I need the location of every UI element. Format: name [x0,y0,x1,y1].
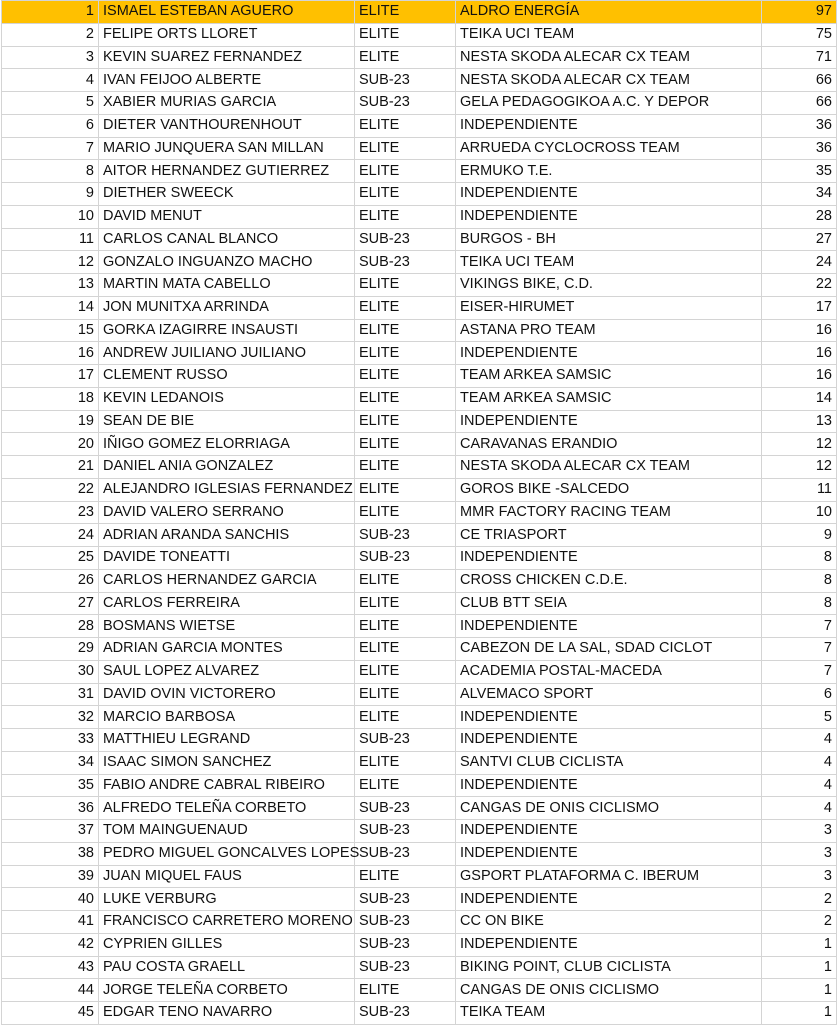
points-cell[interactable]: 13 [762,410,837,433]
table-row [2,296,837,319]
points-cell[interactable]: 8 [762,569,837,592]
points-cell[interactable]: 16 [762,319,837,342]
team-cell[interactable]: INDEPENDIENTE [456,114,762,137]
points-cell[interactable]: 5 [762,706,837,729]
rider-name-cell[interactable]: MARCIO BARBOSA [99,706,355,729]
position-cell[interactable]: 36 [2,797,99,820]
team-cell[interactable]: CANGAS DE ONIS CICLISMO [456,797,762,820]
team-cell[interactable]: INDEPENDIENTE [456,183,762,206]
points-cell[interactable]: 1 [762,956,837,979]
points-cell[interactable]: 11 [762,478,837,501]
team-cell[interactable]: CABEZON DE LA SAL, SDAD CICLOT [456,638,762,661]
team-cell[interactable]: MMR FACTORY RACING TEAM [456,501,762,524]
rider-name-cell[interactable]: CARLOS CANAL BLANCO [99,228,355,251]
points-cell[interactable]: 27 [762,228,837,251]
team-cell[interactable]: CARAVANAS ERANDIO [456,433,762,456]
team-cell[interactable]: INDEPENDIENTE [456,205,762,228]
table-row [2,342,837,365]
team-cell[interactable]: CLUB BTT SEIA [456,592,762,615]
team-cell[interactable]: GSPORT PLATAFORMA C. IBERUM [456,865,762,888]
points-cell[interactable]: 7 [762,615,837,638]
table-row [2,23,837,46]
points-cell[interactable]: 4 [762,751,837,774]
position-cell[interactable]: 33 [2,729,99,752]
table-row [2,1002,837,1025]
team-cell[interactable]: CC ON BIKE [456,911,762,934]
points-cell[interactable]: 9 [762,524,837,547]
points-cell[interactable]: 8 [762,547,837,570]
table-row [2,751,837,774]
table-row [2,865,837,888]
points-cell[interactable]: 28 [762,205,837,228]
category-cell[interactable]: ELITE [355,274,456,297]
position-cell[interactable]: 43 [2,956,99,979]
table-row [2,911,837,934]
table-row [2,92,837,115]
points-cell[interactable]: 7 [762,638,837,661]
position-cell[interactable]: 40 [2,888,99,911]
table-row [2,501,837,524]
category-cell[interactable]: SUB-23 [355,933,456,956]
team-cell[interactable]: INDEPENDIENTE [456,706,762,729]
category-cell[interactable]: SUB-23 [355,911,456,934]
position-cell[interactable]: 17 [2,365,99,388]
position-cell[interactable]: 32 [2,706,99,729]
points-cell[interactable]: 1 [762,979,837,1002]
points-cell[interactable]: 2 [762,888,837,911]
team-cell[interactable]: ERMUKO T.E. [456,160,762,183]
rider-name-cell[interactable]: SEAN DE BIE [99,410,355,433]
category-cell[interactable]: ELITE [355,296,456,319]
points-cell[interactable]: 36 [762,137,837,160]
points-cell[interactable]: 16 [762,365,837,388]
points-cell[interactable]: 36 [762,114,837,137]
rider-name-cell[interactable]: DAVIDE TONEATTI [99,547,355,570]
team-cell[interactable]: BIKING POINT, CLUB CICLISTA [456,956,762,979]
position-cell[interactable]: 26 [2,569,99,592]
category-cell[interactable]: ELITE [355,410,456,433]
position-cell[interactable]: 8 [2,160,99,183]
team-cell[interactable]: ARRUEDA CYCLOCROSS TEAM [456,137,762,160]
category-cell[interactable]: SUB-23 [355,820,456,843]
table-row [2,274,837,297]
category-cell[interactable]: ELITE [355,1,456,24]
rider-name-cell[interactable]: KEVIN LEDANOIS [99,387,355,410]
table-row [2,46,837,69]
rider-name-cell[interactable]: ANDREW JUILIANO JUILIANO [99,342,355,365]
points-cell[interactable]: 12 [762,456,837,479]
position-cell[interactable]: 45 [2,1002,99,1025]
table-row [2,137,837,160]
table-row [2,706,837,729]
category-cell[interactable]: ELITE [355,23,456,46]
team-cell[interactable]: INDEPENDIENTE [456,820,762,843]
rider-name-cell[interactable]: LUKE VERBURG [99,888,355,911]
table-row [2,592,837,615]
category-cell[interactable]: ELITE [355,865,456,888]
category-cell[interactable]: SUB-23 [355,228,456,251]
position-cell[interactable]: 18 [2,387,99,410]
team-cell[interactable]: NESTA SKODA ALECAR CX TEAM [456,69,762,92]
team-cell[interactable]: INDEPENDIENTE [456,842,762,865]
position-cell[interactable]: 38 [2,842,99,865]
rider-name-cell[interactable]: FRANCISCO CARRETERO MORENO [99,911,355,934]
points-cell[interactable]: 24 [762,251,837,274]
points-cell[interactable]: 75 [762,23,837,46]
table-row [2,114,837,137]
points-cell[interactable]: 4 [762,797,837,820]
category-cell[interactable]: ELITE [355,660,456,683]
rider-name-cell[interactable]: PAU COSTA GRAELL [99,956,355,979]
rider-name-cell[interactable]: FELIPE ORTS LLORET [99,23,355,46]
rider-name-cell[interactable]: MARTIN MATA CABELLO [99,274,355,297]
table-row [2,933,837,956]
category-cell[interactable]: ELITE [355,638,456,661]
points-cell[interactable]: 14 [762,387,837,410]
table-row [2,774,837,797]
table-row [2,660,837,683]
points-cell[interactable]: 6 [762,683,837,706]
category-cell[interactable]: SUB-23 [355,1002,456,1025]
team-cell[interactable]: TEAM ARKEA SAMSIC [456,387,762,410]
table-row [2,842,837,865]
category-cell[interactable]: ELITE [355,979,456,1002]
rider-name-cell[interactable]: ADRIAN ARANDA SANCHIS [99,524,355,547]
points-cell[interactable]: 3 [762,820,837,843]
standings-body [2,1,837,1025]
rider-name-cell[interactable]: DAVID VALERO SERRANO [99,501,355,524]
position-cell[interactable]: 7 [2,137,99,160]
points-cell[interactable]: 34 [762,183,837,206]
category-cell[interactable]: ELITE [355,387,456,410]
team-cell[interactable]: INDEPENDIENTE [456,615,762,638]
position-cell[interactable]: 20 [2,433,99,456]
team-cell[interactable]: INDEPENDIENTE [456,933,762,956]
points-cell[interactable]: 35 [762,160,837,183]
points-cell[interactable]: 8 [762,592,837,615]
rider-name-cell[interactable]: ISAAC SIMON SANCHEZ [99,751,355,774]
table-row [2,433,837,456]
team-cell[interactable]: ASTANA PRO TEAM [456,319,762,342]
table-row [2,228,837,251]
team-cell[interactable]: TEIKA UCI TEAM [456,251,762,274]
category-cell[interactable]: ELITE [355,365,456,388]
position-cell[interactable]: 15 [2,319,99,342]
team-cell[interactable]: VIKINGS BIKE, C.D. [456,274,762,297]
rider-name-cell[interactable]: JUAN MIQUEL FAUS [99,865,355,888]
category-cell[interactable]: ELITE [355,706,456,729]
category-cell[interactable]: ELITE [355,592,456,615]
table-row [2,69,837,92]
position-cell[interactable]: 37 [2,820,99,843]
category-cell[interactable]: ELITE [355,433,456,456]
position-cell[interactable]: 27 [2,592,99,615]
rider-name-cell[interactable]: MARIO JUNQUERA SAN MILLAN [99,137,355,160]
position-cell[interactable]: 34 [2,751,99,774]
position-cell[interactable]: 14 [2,296,99,319]
category-cell[interactable]: ELITE [355,46,456,69]
category-cell[interactable]: ELITE [355,160,456,183]
rider-name-cell[interactable]: ALEJANDRO IGLESIAS FERNANDEZ [99,478,355,501]
table-row [2,797,837,820]
points-cell[interactable]: 4 [762,729,837,752]
position-cell[interactable]: 4 [2,69,99,92]
category-cell[interactable]: SUB-23 [355,797,456,820]
team-cell[interactable]: BURGOS - BH [456,228,762,251]
position-cell[interactable]: 29 [2,638,99,661]
category-cell[interactable]: ELITE [355,569,456,592]
table-row [2,820,837,843]
category-cell[interactable]: ELITE [355,683,456,706]
rider-name-cell[interactable]: TOM MAINGUENAUD [99,820,355,843]
points-cell[interactable]: 1 [762,933,837,956]
points-cell[interactable]: 22 [762,274,837,297]
position-cell[interactable]: 41 [2,911,99,934]
position-cell[interactable]: 28 [2,615,99,638]
points-cell[interactable]: 97 [762,1,837,24]
table-row [2,160,837,183]
category-cell[interactable]: SUB-23 [355,888,456,911]
category-cell[interactable]: ELITE [355,751,456,774]
rider-name-cell[interactable]: JON MUNITXA ARRINDA [99,296,355,319]
rider-name-cell[interactable]: CYPRIEN GILLES [99,933,355,956]
position-cell[interactable]: 16 [2,342,99,365]
rider-name-cell[interactable]: SAUL LOPEZ ALVAREZ [99,660,355,683]
position-cell[interactable]: 31 [2,683,99,706]
team-cell[interactable]: SANTVI CLUB CICLISTA [456,751,762,774]
category-cell[interactable]: ELITE [355,137,456,160]
team-cell[interactable]: CE TRIASPORT [456,524,762,547]
team-cell[interactable]: ALDRO ENERGÍA [456,1,762,24]
standings-table [1,0,837,1025]
category-cell[interactable]: ELITE [355,319,456,342]
points-cell[interactable]: 66 [762,69,837,92]
team-cell[interactable]: INDEPENDIENTE [456,410,762,433]
category-cell[interactable]: SUB-23 [355,956,456,979]
team-cell[interactable]: INDEPENDIENTE [456,342,762,365]
category-cell[interactable]: SUB-23 [355,729,456,752]
team-cell[interactable]: NESTA SKODA ALECAR CX TEAM [456,456,762,479]
position-cell[interactable]: 9 [2,183,99,206]
points-cell[interactable]: 16 [762,342,837,365]
position-cell[interactable]: 5 [2,92,99,115]
position-cell[interactable]: 1 [2,1,99,24]
rider-name-cell[interactable]: PEDRO MIGUEL GONCALVES LOPES [99,842,355,865]
rider-name-cell[interactable]: ADRIAN GARCIA MONTES [99,638,355,661]
position-cell[interactable]: 12 [2,251,99,274]
team-cell[interactable]: EISER-HIRUMET [456,296,762,319]
table-row [2,729,837,752]
team-cell[interactable]: TEAM ARKEA SAMSIC [456,365,762,388]
position-cell[interactable]: 22 [2,478,99,501]
table-row [2,410,837,433]
points-cell[interactable]: 66 [762,92,837,115]
position-cell[interactable]: 39 [2,865,99,888]
table-row [2,387,837,410]
table-row [2,638,837,661]
table-row [2,478,837,501]
category-cell[interactable]: ELITE [355,478,456,501]
table-row [2,1,837,24]
points-cell[interactable]: 10 [762,501,837,524]
position-cell[interactable]: 42 [2,933,99,956]
position-cell[interactable]: 11 [2,228,99,251]
team-cell[interactable]: ALVEMACO SPORT [456,683,762,706]
table-row [2,183,837,206]
rider-name-cell[interactable]: ISMAEL ESTEBAN AGUERO [99,1,355,24]
category-cell[interactable]: SUB-23 [355,92,456,115]
position-cell[interactable]: 25 [2,547,99,570]
category-cell[interactable]: ELITE [355,456,456,479]
team-cell[interactable]: INDEPENDIENTE [456,774,762,797]
position-cell[interactable]: 13 [2,274,99,297]
team-cell[interactable]: CROSS CHICKEN C.D.E. [456,569,762,592]
points-cell[interactable]: 17 [762,296,837,319]
team-cell[interactable]: CANGAS DE ONIS CICLISMO [456,979,762,1002]
table-row [2,251,837,274]
category-cell[interactable]: SUB-23 [355,69,456,92]
rider-name-cell[interactable]: BOSMANS WIETSE [99,615,355,638]
rider-name-cell[interactable]: CARLOS FERREIRA [99,592,355,615]
position-cell[interactable]: 24 [2,524,99,547]
points-cell[interactable]: 12 [762,433,837,456]
team-cell[interactable]: INDEPENDIENTE [456,547,762,570]
rider-name-cell[interactable]: DAVID OVIN VICTORERO [99,683,355,706]
table-row [2,456,837,479]
team-cell[interactable]: NESTA SKODA ALECAR CX TEAM [456,46,762,69]
category-cell[interactable]: ELITE [355,183,456,206]
table-row [2,205,837,228]
rider-name-cell[interactable]: GORKA IZAGIRRE INSAUSTI [99,319,355,342]
rider-name-cell[interactable]: DAVID MENUT [99,205,355,228]
rider-name-cell[interactable]: CLEMENT RUSSO [99,365,355,388]
points-cell[interactable]: 3 [762,842,837,865]
table-row [2,365,837,388]
category-cell[interactable]: ELITE [355,342,456,365]
team-cell[interactable]: ACADEMIA POSTAL-MACEDA [456,660,762,683]
rider-name-cell[interactable]: IÑIGO GOMEZ ELORRIAGA [99,433,355,456]
category-cell[interactable]: ELITE [355,205,456,228]
points-cell[interactable]: 4 [762,774,837,797]
position-cell[interactable]: 19 [2,410,99,433]
position-cell[interactable]: 30 [2,660,99,683]
category-cell[interactable]: SUB-23 [355,251,456,274]
rider-name-cell[interactable]: MATTHIEU LEGRAND [99,729,355,752]
team-cell[interactable]: GOROS BIKE -SALCEDO [456,478,762,501]
category-cell[interactable]: ELITE [355,114,456,137]
team-cell[interactable]: INDEPENDIENTE [456,888,762,911]
table-row [2,524,837,547]
category-cell[interactable]: SUB-23 [355,547,456,570]
position-cell[interactable]: 21 [2,456,99,479]
rider-name-cell[interactable]: IVAN FEIJOO ALBERTE [99,69,355,92]
points-cell[interactable]: 71 [762,46,837,69]
category-cell[interactable]: ELITE [355,774,456,797]
rider-name-cell[interactable]: DANIEL ANIA GONZALEZ [99,456,355,479]
table-row [2,319,837,342]
rider-name-cell[interactable]: ALFREDO TELEÑA CORBETO [99,797,355,820]
points-cell[interactable]: 3 [762,865,837,888]
rider-name-cell[interactable]: JORGE TELEÑA CORBETO [99,979,355,1002]
rider-name-cell[interactable]: EDGAR TENO NAVARRO [99,1002,355,1025]
table-row [2,615,837,638]
rider-name-cell[interactable]: AITOR HERNANDEZ GUTIERREZ [99,160,355,183]
team-cell[interactable]: TEIKA TEAM [456,1002,762,1025]
rider-name-cell[interactable]: DIETHER SWEECK [99,183,355,206]
position-cell[interactable]: 6 [2,114,99,137]
position-cell[interactable]: 3 [2,46,99,69]
rider-name-cell[interactable]: FABIO ANDRE CABRAL RIBEIRO [99,774,355,797]
position-cell[interactable]: 23 [2,501,99,524]
table-row [2,569,837,592]
table-row [2,683,837,706]
table-row [2,888,837,911]
rider-name-cell[interactable]: KEVIN SUAREZ FERNANDEZ [99,46,355,69]
points-cell[interactable]: 2 [762,911,837,934]
team-cell[interactable]: INDEPENDIENTE [456,729,762,752]
rider-name-cell[interactable]: DIETER VANTHOURENHOUT [99,114,355,137]
team-cell[interactable]: GELA PEDAGOGIKOA A.C. Y DEPOR [456,92,762,115]
category-cell[interactable]: SUB-23 [355,524,456,547]
rider-name-cell[interactable]: GONZALO INGUANZO MACHO [99,251,355,274]
table-row [2,979,837,1002]
rider-name-cell[interactable]: XABIER MURIAS GARCIA [99,92,355,115]
points-cell[interactable]: 7 [762,660,837,683]
position-cell[interactable]: 44 [2,979,99,1002]
position-cell[interactable]: 2 [2,23,99,46]
category-cell[interactable]: ELITE [355,501,456,524]
position-cell[interactable]: 10 [2,205,99,228]
team-cell[interactable]: TEIKA UCI TEAM [456,23,762,46]
points-cell[interactable]: 1 [762,1002,837,1025]
table-row [2,956,837,979]
category-cell[interactable]: ELITE [355,615,456,638]
table-row [2,547,837,570]
rider-name-cell[interactable]: CARLOS HERNANDEZ GARCIA [99,569,355,592]
category-cell[interactable]: SUB-23 [355,842,456,865]
position-cell[interactable]: 35 [2,774,99,797]
